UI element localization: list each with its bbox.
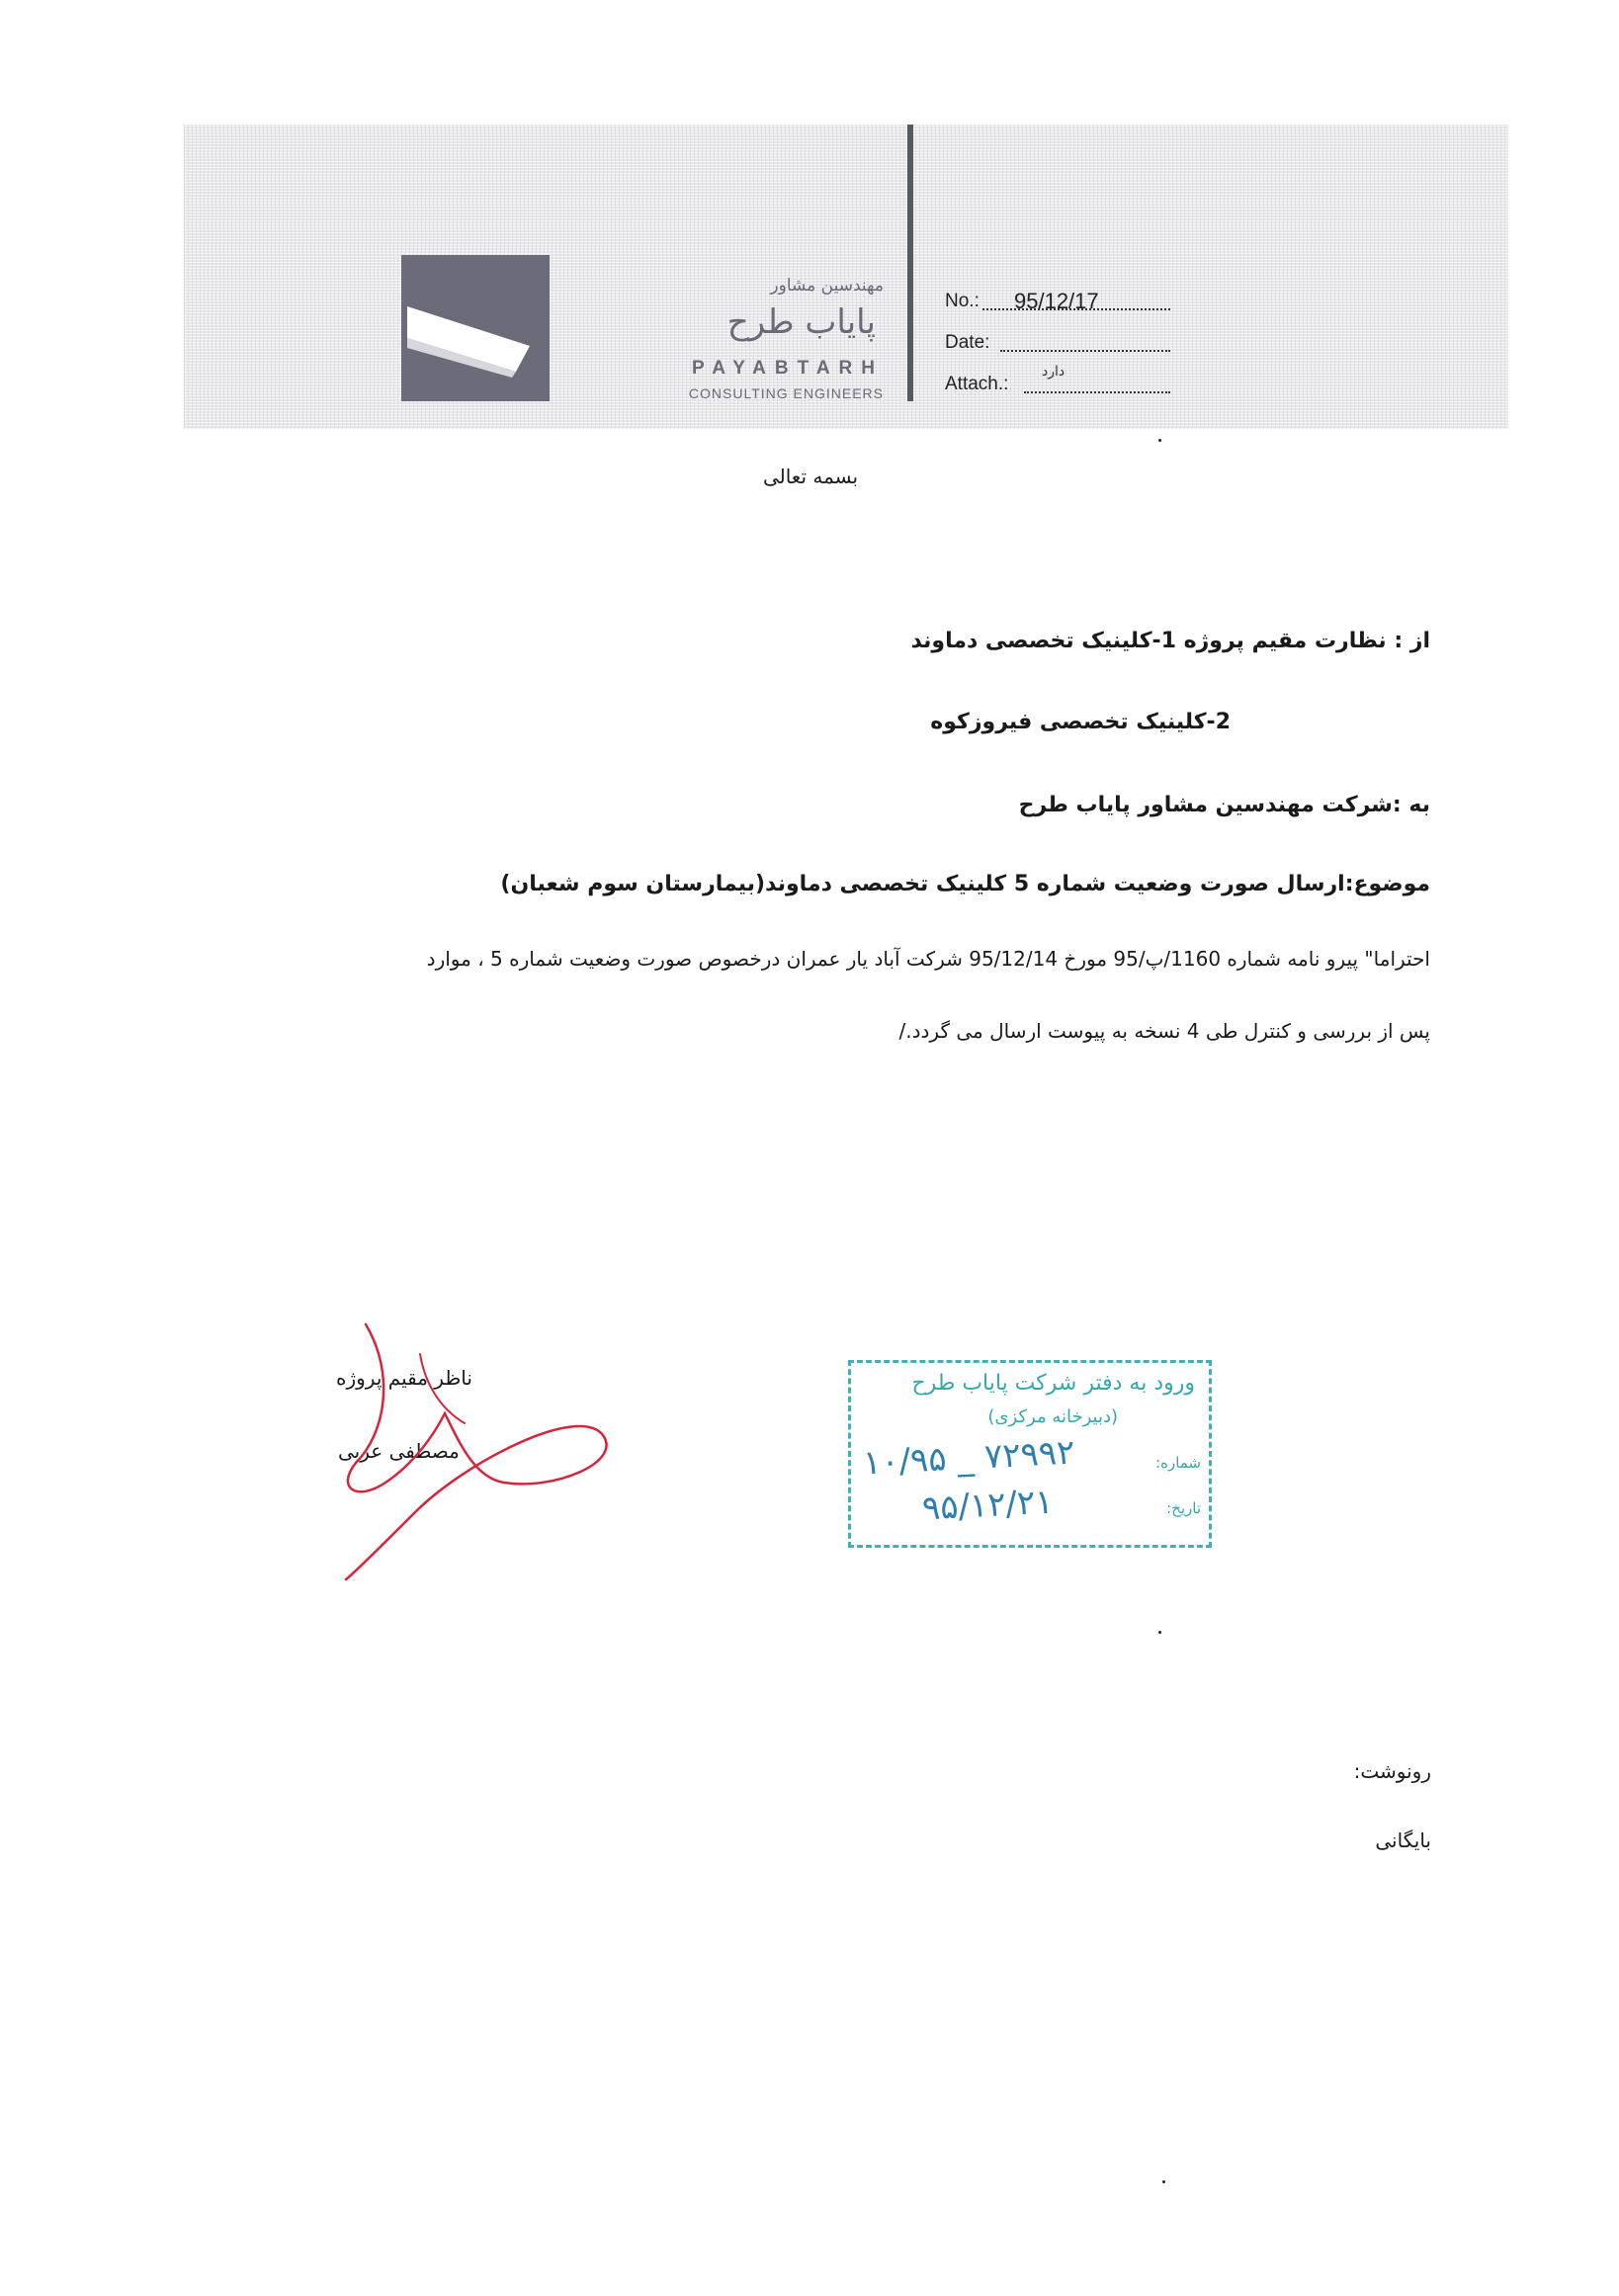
letter-number-row bbox=[945, 285, 1370, 318]
registry-stamp bbox=[848, 1360, 1212, 1548]
stamp-date-value: ۹۵/۱۲/۲۱ bbox=[921, 1482, 1055, 1529]
bism-heading: بسمه تعالی bbox=[762, 465, 859, 488]
subject-line: موضوع:ارسال صورت وضعیت شماره 5 کلینیک تخصصی دماوند(بیمارستان سوم شعبان) bbox=[500, 872, 1430, 896]
logo-persian-subtitle: مهندسین مشاور bbox=[770, 276, 884, 296]
number-value: 95/12/17 bbox=[1014, 289, 1099, 313]
scan-speck bbox=[1158, 1631, 1161, 1634]
cc-label: رونوشت: bbox=[1353, 1759, 1431, 1783]
signer-name: مصطفی عربی bbox=[338, 1439, 460, 1463]
number-label: No.: bbox=[945, 291, 980, 311]
attach-value: دارد bbox=[1042, 364, 1065, 380]
body-line-1: احتراما" پیرو نامه شماره 1160/پ/95 مورخ 95/12/14 شرکت آباد یار عمران درخصوص صورت وضعیت شماره 5 ، موارد bbox=[426, 947, 1430, 971]
body-line-2: پس از بررسی و کنترل طی 4 نسخه به پیوست ارسال می گردد./ bbox=[898, 1019, 1430, 1043]
letterhead-divider bbox=[907, 125, 913, 401]
to-line: به :شرکت مهندسین مشاور پایاب طرح bbox=[1018, 793, 1430, 817]
signer-title: ناظر مقیم پروژه bbox=[336, 1366, 472, 1390]
stamp-number-value: ۱۰/۹۵ _ ۷۲۹۹۲ bbox=[862, 1432, 1076, 1484]
scan-speck bbox=[1158, 439, 1161, 442]
scan-speck bbox=[1162, 2180, 1165, 2183]
handwritten-signature-icon bbox=[326, 1315, 623, 1591]
company-logo-icon bbox=[401, 255, 550, 401]
logo-english-subtitle: CONSULTING ENGINEERS bbox=[688, 385, 884, 401]
letter-date-row bbox=[945, 326, 1370, 360]
letter-attach-row bbox=[945, 368, 1370, 401]
cc-archive: بایگانی bbox=[1375, 1828, 1431, 1852]
stamp-subtitle: (دبیرخانه مرکزی) bbox=[987, 1406, 1118, 1427]
from-line: از : نظارت مقیم پروژه 1-کلینیک تخصصی دماوند bbox=[910, 629, 1430, 653]
from-line-2: 2-کلینیک تخصصی فیروزکوه bbox=[930, 710, 1231, 734]
stamp-title: ورود به دفتر شرکت پایاب طرح bbox=[911, 1371, 1195, 1396]
letterhead bbox=[184, 125, 1508, 429]
logo-english-name: PAYABTARH bbox=[692, 358, 884, 379]
stamp-number-label: شماره: bbox=[1155, 1454, 1201, 1472]
attach-label: Attach.: bbox=[945, 374, 1009, 394]
logo-persian-name: پایاب طرح bbox=[726, 302, 876, 342]
date-label: Date: bbox=[945, 332, 990, 353]
stamp-date-label: تاریخ: bbox=[1166, 1499, 1201, 1517]
